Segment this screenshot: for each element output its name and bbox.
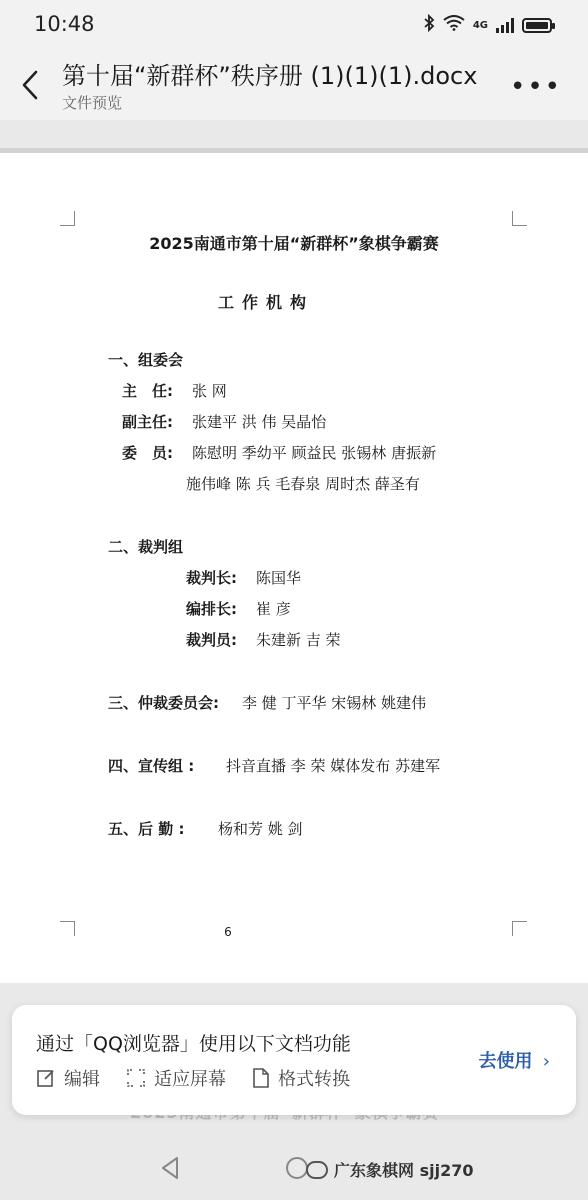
section-title: 五、后 勤 : [108,820,185,838]
edit-label: 编辑 [64,1069,100,1090]
referee-row [186,629,341,650]
row-value: 杨和芳 姚 剑 [218,820,303,838]
row-value: 抖音直播 李 荣 媒体发布 苏建军 [226,757,441,775]
section-title: 四、宣传组 : [108,757,195,775]
chevron-right-icon: › [542,1051,550,1072]
section-title: 二、裁判组 [108,538,184,556]
title-bar [0,50,588,120]
file-subtitle: 文件预览 [62,94,123,112]
referee-row [186,567,301,588]
document-heading: 2025南通市第十届“新群杯”象棋争霸赛 [149,234,439,253]
edit-icon [36,1068,56,1088]
fit-screen-label: 适应屏幕 [154,1069,226,1090]
qq-browser-banner[interactable] [12,1005,576,1115]
system-nav-bar [0,1140,588,1200]
bluetooth-icon [423,14,435,36]
row-value: 李 健 丁平华 宋锡林 姚建伟 [242,694,427,712]
use-qq-browser-button[interactable] [479,1047,550,1073]
referee-row [186,598,291,619]
section-title: 三、仲裁委员会: [108,694,219,712]
wechat-logo-icon [306,1161,328,1179]
committee-row [122,380,227,401]
crop-mark [60,211,75,226]
crop-mark [512,211,527,226]
format-convert-button[interactable] [252,1065,350,1091]
row-label: 编排长: [186,600,237,618]
format-convert-label: 格式转换 [278,1069,350,1090]
watermark-text: 广东象棋网 sjj270 [334,1161,474,1180]
nav-home-button[interactable] [286,1157,308,1179]
watermark [306,1158,473,1181]
back-button[interactable] [18,68,44,102]
row-label: 主 任: [122,382,173,400]
battery-icon [522,18,552,33]
row-label: 裁判长: [186,569,237,587]
network-type: 4G [472,19,488,31]
use-label: 去使用 [478,1051,533,1072]
fit-screen-button[interactable] [126,1065,226,1091]
more-icon: ••• [509,72,562,102]
row-value: 陈国华 [256,569,302,587]
edit-button[interactable] [36,1065,100,1091]
signal-icon [496,18,514,33]
row-label: 委 员: [122,444,173,462]
fit-screen-icon [126,1068,146,1088]
committee-row-continuation: 施伟峰 陈 兵 毛春泉 周时杰 薛圣有 [186,475,420,493]
row-value: 张 网 [192,382,227,400]
banner-message: 通过「QQ浏览器」使用以下文档功能 [36,1033,351,1055]
document-subheading: 工作机构 [218,293,315,312]
file-title: 第十届“新群杯”秩序册 (1)(1)(1).docx [62,62,478,90]
row-label: 裁判员: [186,631,237,649]
status-time: 10:48 [34,12,95,36]
committee-row [122,411,326,432]
row-value: 张建平 洪 伟 吴晶怡 [192,413,327,431]
file-convert-icon [252,1068,270,1088]
banner-actions [36,1065,350,1091]
row-label: 副主任: [122,413,173,431]
row-value: 崔 彦 [256,600,291,618]
triangle-back-icon [160,1156,180,1180]
status-icons [423,14,552,36]
status-bar [0,0,588,50]
arbitration-row [108,692,426,713]
more-menu-button[interactable] [510,72,562,102]
row-value: 陈慰明 季幼平 顾益民 张锡林 唐振新 [192,444,437,462]
committee-row [122,442,436,463]
section-title: 一、组委会 [108,351,184,369]
back-arrow-icon [18,68,44,102]
logistics-row [108,818,303,839]
row-value: 朱建新 吉 荣 [256,631,341,649]
wifi-icon [443,15,465,35]
crop-mark [512,921,527,936]
publicity-row [108,755,440,776]
page-number: 6 [224,925,232,939]
document-page[interactable] [0,153,588,983]
nav-back-button[interactable] [160,1156,180,1184]
